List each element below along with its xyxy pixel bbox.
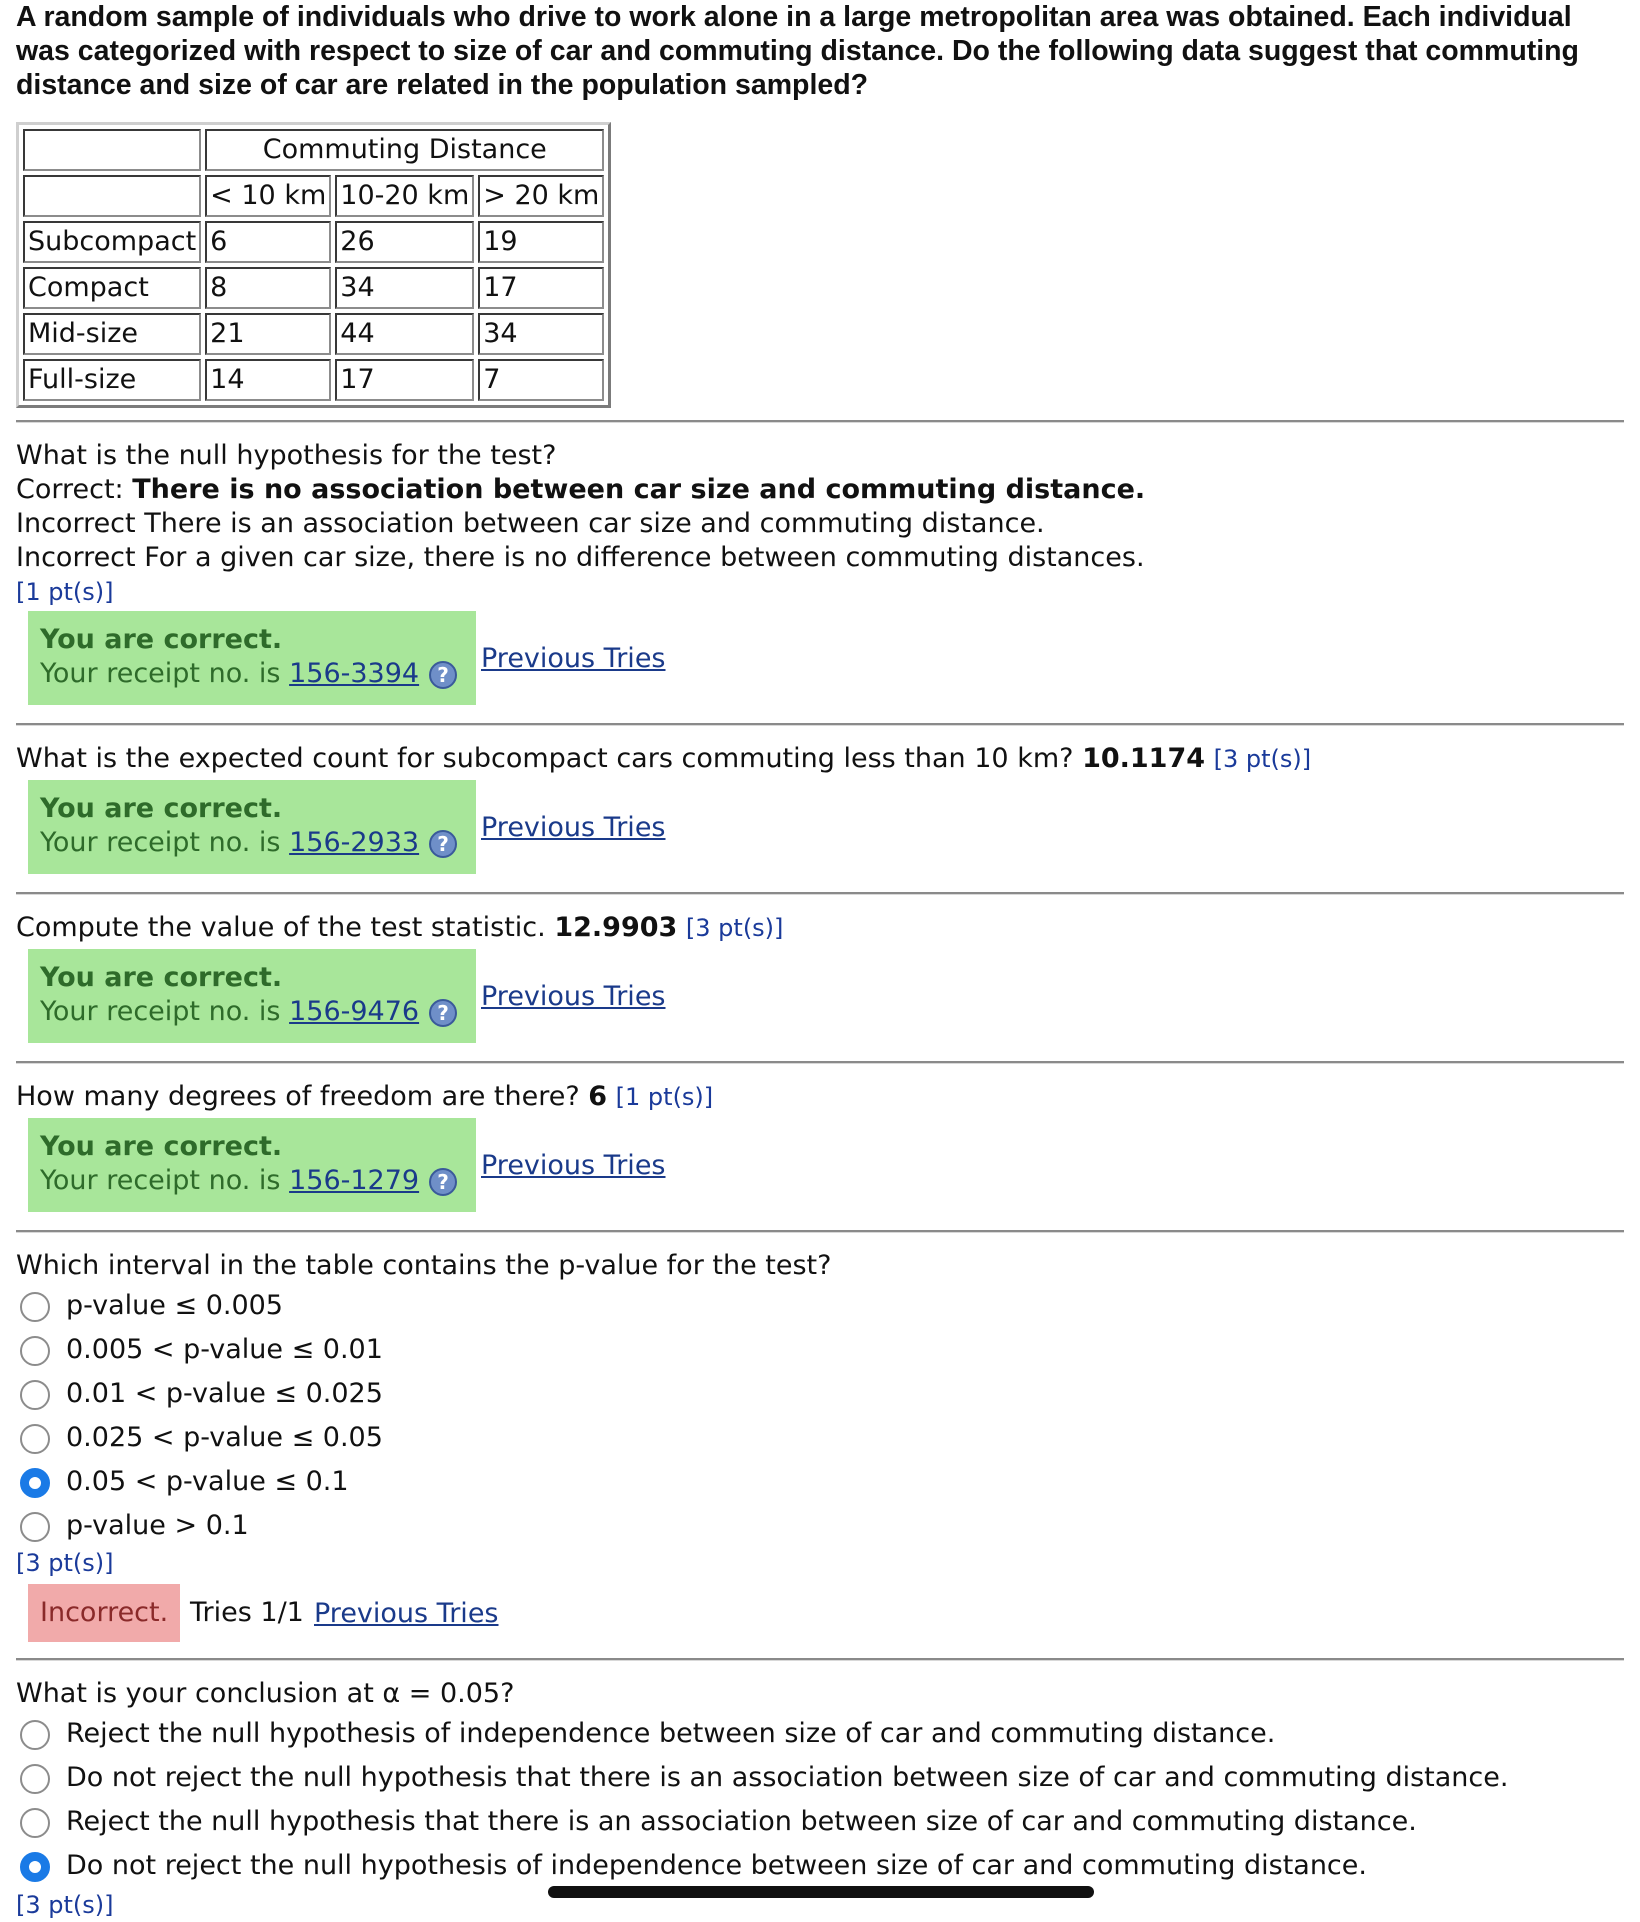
receipt-line bbox=[40, 826, 464, 860]
option-label: 0.005 < p-value ≤ 0.01 bbox=[66, 1334, 383, 1365]
previous-tries-link[interactable]: Previous Tries bbox=[481, 812, 666, 843]
question-line bbox=[16, 1080, 1624, 1114]
answer-value: 12.9903 bbox=[554, 912, 678, 943]
receipt-link[interactable]: 156-2933 bbox=[289, 827, 420, 858]
question-p-value-interval bbox=[16, 1249, 1624, 1283]
table-cell: 34 bbox=[335, 267, 474, 309]
section-divider bbox=[16, 420, 1624, 423]
incorrect-answer: For a given car size, there is no difference between commuting distances. bbox=[144, 542, 1145, 573]
table-row bbox=[23, 313, 604, 355]
table-row bbox=[23, 221, 604, 263]
receipt-label: Your receipt no. is bbox=[40, 1165, 281, 1196]
question-text: Which interval in the table contains the p-value for the test? bbox=[16, 1250, 832, 1281]
column-header: < 10 km bbox=[205, 175, 331, 217]
receipt-link[interactable]: 156-1279 bbox=[289, 1165, 420, 1196]
correct-answer: There is no association between car size and commuting distance. bbox=[132, 474, 1146, 505]
help-icon[interactable]: ? bbox=[429, 830, 457, 858]
section-divider bbox=[16, 892, 1624, 895]
option-label: 0.05 < p-value ≤ 0.1 bbox=[66, 1466, 349, 1497]
row-label: Compact bbox=[23, 267, 201, 309]
radio-button[interactable] bbox=[20, 1336, 50, 1366]
question-text: Compute the value of the test statistic. bbox=[16, 912, 546, 943]
row-label: Full-size bbox=[23, 359, 201, 401]
receipt-label: Your receipt no. is bbox=[40, 827, 281, 858]
correct-status-box bbox=[28, 780, 476, 874]
question-conclusion bbox=[16, 1677, 1624, 1711]
points-label: [1 pt(s)] bbox=[16, 578, 114, 606]
option-label: 0.025 < p-value ≤ 0.05 bbox=[66, 1422, 383, 1453]
section-divider bbox=[16, 1061, 1624, 1064]
correct-status-box bbox=[28, 949, 476, 1043]
table-cell: 17 bbox=[478, 267, 604, 309]
answer-value: 10.1174 bbox=[1082, 743, 1206, 774]
option-label: Do not reject the null hypothesis that there is an association between size of car and commuting distance. bbox=[66, 1762, 1509, 1793]
previous-tries-link[interactable]: Previous Tries bbox=[481, 1150, 666, 1181]
page bbox=[16, 0, 1624, 1919]
status-text: You are correct. bbox=[40, 1131, 283, 1162]
radio-button-selected[interactable] bbox=[20, 1852, 50, 1882]
section-divider bbox=[16, 1658, 1624, 1661]
question-line bbox=[16, 742, 1624, 776]
contingency-table bbox=[16, 122, 611, 408]
option-label: p-value > 0.1 bbox=[66, 1510, 249, 1541]
section-divider bbox=[16, 1230, 1624, 1233]
correct-status-box bbox=[28, 611, 476, 705]
incorrect-status-box bbox=[28, 1584, 180, 1642]
receipt-label: Your receipt no. is bbox=[40, 658, 281, 689]
previous-tries-link[interactable]: Previous Tries bbox=[314, 1598, 499, 1629]
row-label: Subcompact bbox=[23, 221, 201, 263]
table-cell: 14 bbox=[205, 359, 331, 401]
points-label: [3 pt(s)] bbox=[1213, 745, 1312, 773]
points-label: [3 pt(s)] bbox=[16, 1549, 114, 1577]
option-label: Reject the null hypothesis of independence between size of car and commuting distance. bbox=[66, 1718, 1276, 1749]
table-group-header: Commuting Distance bbox=[205, 129, 604, 171]
receipt-line bbox=[40, 1164, 464, 1198]
table-row bbox=[23, 267, 604, 309]
option-label: Reject the null hypothesis that there is an association between size of car and commuting distance. bbox=[66, 1806, 1417, 1837]
question-expected-count bbox=[16, 742, 1624, 776]
status-text: You are correct. bbox=[40, 624, 283, 655]
previous-tries-link[interactable]: Previous Tries bbox=[481, 981, 666, 1012]
table-corner-cell bbox=[23, 129, 201, 171]
table-column-header-row bbox=[23, 175, 604, 217]
home-indicator-bar[interactable] bbox=[548, 1886, 1094, 1898]
table-cell: 19 bbox=[478, 221, 604, 263]
row-label: Mid-size bbox=[23, 313, 201, 355]
radio-button[interactable] bbox=[20, 1512, 50, 1542]
option-label: 0.01 < p-value ≤ 0.025 bbox=[66, 1378, 383, 1409]
question-test-statistic bbox=[16, 911, 1624, 945]
table-row bbox=[23, 359, 604, 401]
table-cell: 7 bbox=[478, 359, 604, 401]
question-text: What is the expected count for subcompact cars commuting less than 10 km? bbox=[16, 743, 1074, 774]
radio-button[interactable] bbox=[20, 1424, 50, 1454]
correct-status-box bbox=[28, 1118, 476, 1212]
previous-tries-link[interactable]: Previous Tries bbox=[481, 643, 666, 674]
section-divider bbox=[16, 723, 1624, 726]
correct-prefix: Correct: bbox=[16, 474, 124, 505]
radio-button[interactable] bbox=[20, 1720, 50, 1750]
radio-button[interactable] bbox=[20, 1292, 50, 1322]
table-corner-cell bbox=[23, 175, 201, 217]
receipt-line bbox=[40, 995, 464, 1029]
tries-count: Tries 1/1 bbox=[190, 1597, 304, 1628]
table-cell: 17 bbox=[335, 359, 474, 401]
help-icon[interactable]: ? bbox=[429, 1168, 457, 1196]
option-label: Do not reject the null hypothesis of independence between size of car and commuting distance. bbox=[66, 1850, 1367, 1881]
radio-button[interactable] bbox=[20, 1808, 50, 1838]
incorrect-answer-line bbox=[16, 507, 1624, 541]
status-text: You are correct. bbox=[40, 962, 283, 993]
radio-button-selected[interactable] bbox=[20, 1468, 50, 1498]
radio-button[interactable] bbox=[20, 1380, 50, 1410]
column-header: 10-20 km bbox=[335, 175, 474, 217]
table-cell: 44 bbox=[335, 313, 474, 355]
question-line bbox=[16, 911, 1624, 945]
table-header-row bbox=[23, 129, 604, 171]
answer-value: 6 bbox=[588, 1081, 608, 1112]
points-label: [3 pt(s)] bbox=[16, 1891, 114, 1919]
incorrect-answer-line bbox=[16, 541, 1624, 575]
question-text: What is your conclusion at α = 0.05? bbox=[16, 1678, 515, 1709]
question-text: What is the null hypothesis for the test? bbox=[16, 440, 557, 471]
points-label: [1 pt(s)] bbox=[615, 1083, 714, 1111]
radio-button[interactable] bbox=[20, 1764, 50, 1794]
table-cell: 21 bbox=[205, 313, 331, 355]
correct-answer-line bbox=[16, 473, 1624, 507]
question-degrees-of-freedom bbox=[16, 1080, 1624, 1114]
option-label: p-value ≤ 0.005 bbox=[66, 1290, 283, 1321]
points-row bbox=[16, 1546, 1624, 1580]
question-null-hypothesis bbox=[16, 439, 1624, 609]
table-cell: 26 bbox=[335, 221, 474, 263]
status-text: Incorrect. bbox=[40, 1597, 169, 1628]
column-header: > 20 km bbox=[478, 175, 604, 217]
incorrect-prefix: Incorrect bbox=[16, 542, 136, 573]
points-label: [3 pt(s)] bbox=[685, 914, 784, 942]
incorrect-answer: There is an association between car size and commuting distance. bbox=[144, 508, 1045, 539]
help-icon[interactable]: ? bbox=[429, 999, 457, 1027]
status-text: You are correct. bbox=[40, 793, 283, 824]
incorrect-prefix: Incorrect bbox=[16, 508, 136, 539]
help-icon[interactable]: ? bbox=[429, 661, 457, 689]
receipt-label: Your receipt no. is bbox=[40, 996, 281, 1027]
table-cell: 34 bbox=[478, 313, 604, 355]
table-cell: 8 bbox=[205, 267, 331, 309]
receipt-link[interactable]: 156-9476 bbox=[289, 996, 420, 1027]
table-cell: 6 bbox=[205, 221, 331, 263]
problem-intro: A random sample of individuals who drive to work alone in a large metropolitan area was obtained. Each individual was categorized with respect to size of car and commuting distance. Do the following data suggest that commuting distance and size of car are related in the population sampled? bbox=[16, 1, 1579, 101]
receipt-line bbox=[40, 657, 464, 691]
receipt-link[interactable]: 156-3394 bbox=[289, 658, 420, 689]
question-text: How many degrees of freedom are there? bbox=[16, 1081, 580, 1112]
